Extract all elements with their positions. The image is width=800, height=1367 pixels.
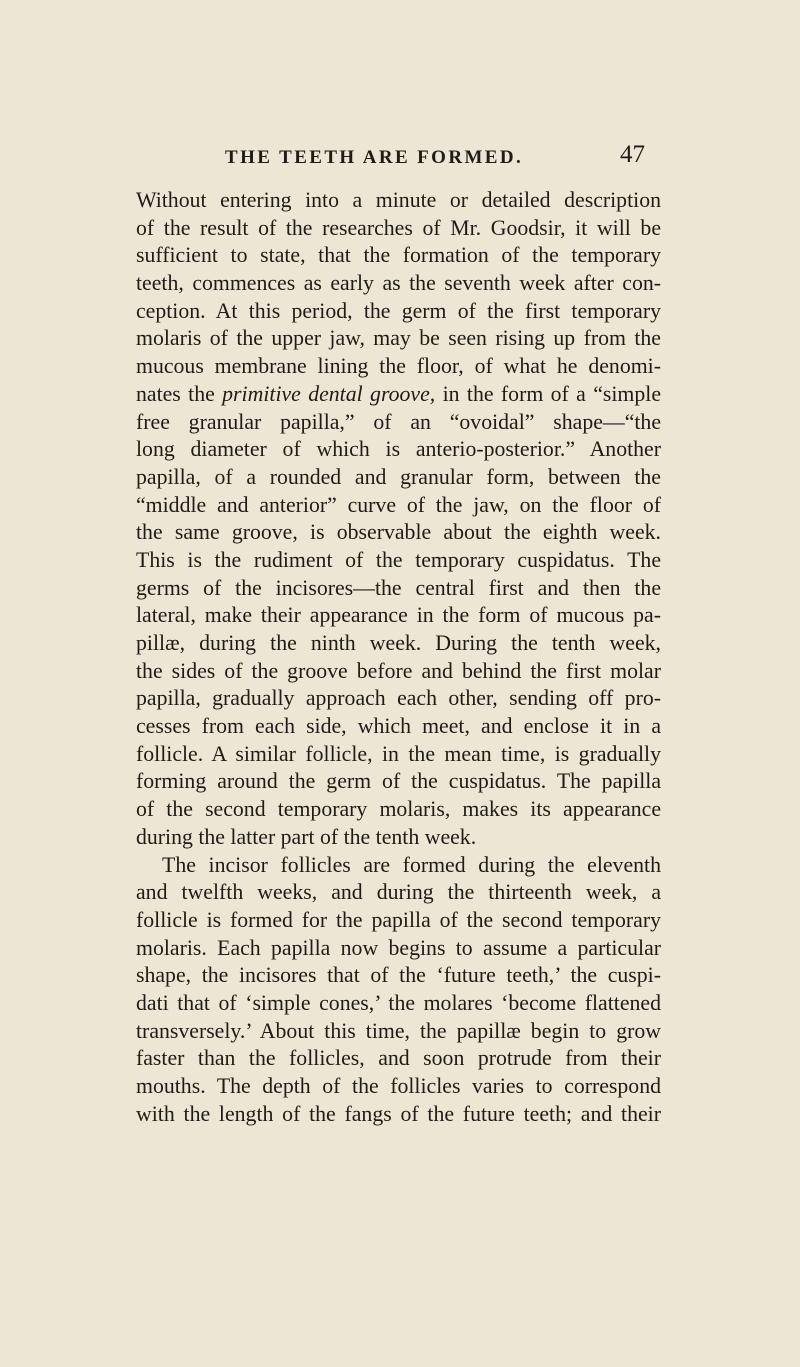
text-line: faster than the follicles, and soon protrude from their: [136, 1046, 661, 1071]
text-line: with the length of the fangs of the future teeth; and their: [136, 1101, 661, 1126]
line-suffix: in the form of a “simple: [435, 381, 661, 406]
text-line: free granular papilla,” of an “ovoidal” shape—“the: [136, 409, 661, 434]
text-line: the sides of the groove before and behind the first molar: [136, 658, 661, 683]
body-text: [136, 187, 661, 1128]
text-line-with-italic: [136, 381, 661, 409]
text-line: long diameter of which is anterio-posterior.” Another: [136, 437, 661, 462]
text-line: dati that of ‘simple cones,’ the molares ‘become flattened: [136, 990, 661, 1015]
text-line: molaris of the upper jaw, may be seen rising up from the: [136, 326, 661, 351]
text-line: follicle is formed for the papilla of the second temporary: [136, 907, 661, 932]
text-line: during the latter part of the tenth week.: [136, 824, 477, 849]
text-line: sufficient to state, that the formation of the temporary: [136, 243, 661, 268]
text-line: papilla, gradually approach each other, sending off pro-: [136, 686, 661, 711]
text-line: The incisor follicles are formed during the eleventh: [162, 852, 661, 877]
text-line: and twelfth weeks, and during the thirteenth week, a: [136, 880, 661, 905]
text-line: the same groove, is observable about the eighth week.: [136, 520, 661, 545]
text-line: This is the rudiment of the temporary cuspidatus. The: [136, 547, 661, 572]
text-line: mouths. The depth of the follicles varies to correspond: [136, 1074, 661, 1098]
text-line: pillæ, during the ninth week. During the tenth week,: [136, 631, 661, 655]
text-line: molaris. Each papilla now begins to assume a particular: [136, 935, 661, 960]
text-line: forming around the germ of the cuspidatus. The papilla: [136, 769, 661, 794]
page-number: 47: [620, 141, 645, 168]
text-line: germs of the incisores—the central first and then the: [136, 575, 661, 600]
text-line: lateral, make their appearance in the form of mucous pa-: [136, 603, 661, 628]
text-line: transversely.’ About this time, the papillæ begin to grow: [136, 1018, 661, 1043]
text-line: shape, the incisores that of the ‘future teeth,’ the cuspi-: [136, 963, 661, 988]
text-line: Without entering into a minute or detailed description: [136, 188, 661, 212]
text-line: mucous membrane lining the floor, of what he denomi-: [136, 354, 661, 379]
text-line: ception. At this period, the germ of the first temporary: [136, 298, 661, 323]
text-line: follicle. A similar follicle, in the mean time, is gradually: [136, 741, 661, 766]
line-prefix: nates the: [136, 381, 223, 406]
text-line: cesses from each side, which meet, and enclose it in a: [136, 714, 661, 739]
text-line: of the second temporary molaris, makes its appearance: [136, 797, 661, 822]
text-line: papilla, of a rounded and granular form, between the: [136, 464, 661, 489]
running-title: THE TEETH ARE FORMED.: [225, 147, 524, 168]
text-line: of the result of the researches of Mr. Goodsir, it will be: [136, 215, 661, 240]
text-line: teeth, commences as early as the seventh week after con-: [136, 271, 661, 296]
italic-term: primitive dental groove,: [222, 381, 436, 406]
text-line: “middle and anterior” curve of the jaw, on the floor of: [136, 492, 661, 517]
